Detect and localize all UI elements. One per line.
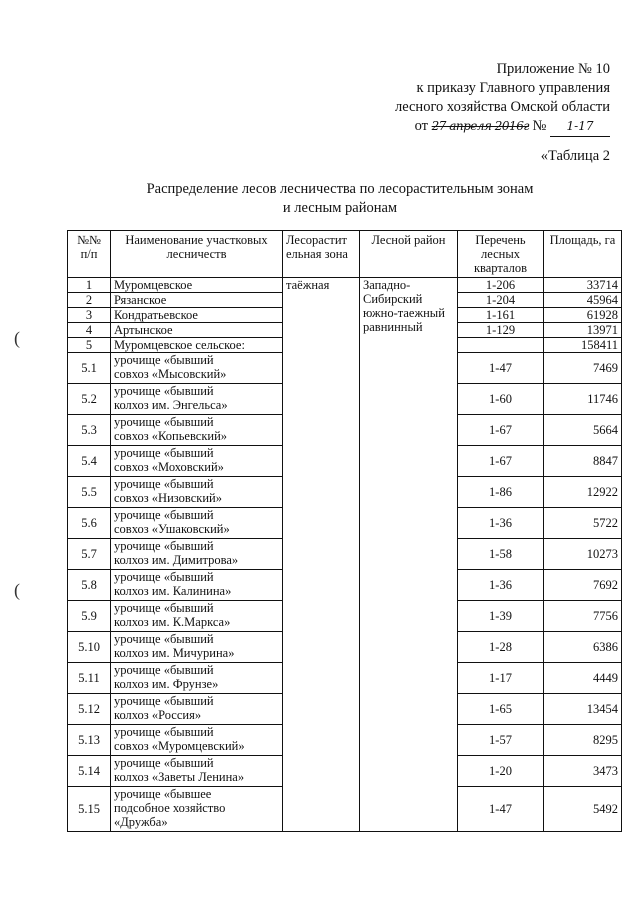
row-name-line: колхоз им. Фрунзе» bbox=[114, 677, 219, 691]
row-quarters: 1-57 bbox=[458, 725, 544, 756]
row-quarters: 1-65 bbox=[458, 694, 544, 725]
row-quarters: 1-161 bbox=[458, 308, 544, 323]
forest-distribution-table bbox=[67, 230, 622, 832]
row-area: 45964 bbox=[544, 293, 622, 308]
row-name bbox=[111, 756, 283, 787]
row-name-line: урочище «бывший bbox=[114, 415, 214, 429]
row-name-line: колхоз им. Калинина» bbox=[114, 584, 232, 598]
row-name-line: колхоз «Россия» bbox=[114, 708, 202, 722]
row-name-line: урочище «бывший bbox=[114, 756, 214, 770]
row-num: 2 bbox=[68, 293, 111, 308]
row-num: 5.3 bbox=[68, 415, 111, 446]
row-area: 7469 bbox=[544, 353, 622, 384]
row-area: 158411 bbox=[544, 338, 622, 353]
row-quarters: 1-58 bbox=[458, 539, 544, 570]
row-name: Кондратьевское bbox=[111, 308, 283, 323]
row-name-line: совхоз «Муромцевский» bbox=[114, 739, 245, 753]
margin-mark: ( bbox=[14, 328, 20, 348]
row-name bbox=[111, 787, 283, 832]
row-num: 4 bbox=[68, 323, 111, 338]
row-name bbox=[111, 601, 283, 632]
row-name: Артынское bbox=[111, 323, 283, 338]
row-quarters bbox=[458, 338, 544, 353]
row-quarters: 1-17 bbox=[458, 663, 544, 694]
order-prefix: от bbox=[414, 118, 429, 134]
row-area: 10273 bbox=[544, 539, 622, 570]
row-area: 13971 bbox=[544, 323, 622, 338]
row-area: 5492 bbox=[544, 787, 622, 832]
row-num: 5.6 bbox=[68, 508, 111, 539]
row-num: 5.15 bbox=[68, 787, 111, 832]
row-name-line: урочище «бывший bbox=[114, 384, 214, 398]
row-name-line: колхоз им. Димитрова» bbox=[114, 553, 239, 567]
row-num: 5.8 bbox=[68, 570, 111, 601]
row-quarters: 1-36 bbox=[458, 570, 544, 601]
header-region: Лесной район bbox=[360, 231, 458, 278]
row-area: 33714 bbox=[544, 278, 622, 293]
row-name-line: урочище «бывший bbox=[114, 694, 214, 708]
row-name bbox=[111, 508, 283, 539]
order-reference: к приказу Главного управления bbox=[416, 80, 610, 96]
row-area: 5664 bbox=[544, 415, 622, 446]
row-name-line: урочище «бывший bbox=[114, 477, 214, 491]
row-name-line: урочище «бывший bbox=[114, 725, 214, 739]
row-area: 5722 bbox=[544, 508, 622, 539]
row-name bbox=[111, 694, 283, 725]
row-quarters: 1-47 bbox=[458, 353, 544, 384]
row-area: 6386 bbox=[544, 632, 622, 663]
row-num: 5.5 bbox=[68, 477, 111, 508]
row-quarters: 1-47 bbox=[458, 787, 544, 832]
row-num: 1 bbox=[68, 278, 111, 293]
authority-name: лесного хозяйства Омской области bbox=[394, 99, 610, 115]
row-name-line: урочище «бывший bbox=[114, 508, 214, 522]
row-name bbox=[111, 384, 283, 415]
row-name-line: подсобное хозяйство bbox=[114, 801, 226, 815]
row-num: 5.2 bbox=[68, 384, 111, 415]
appendix-label: Приложение № 10 bbox=[496, 61, 610, 77]
row-area: 61928 bbox=[544, 308, 622, 323]
row-name bbox=[111, 353, 283, 384]
header-name: Наименование участковых лесничеств bbox=[111, 231, 283, 278]
header-zone: Лесорастит ельная зона bbox=[283, 231, 360, 278]
row-quarters: 1-20 bbox=[458, 756, 544, 787]
document-header bbox=[395, 60, 610, 137]
order-number-sign: № bbox=[532, 118, 547, 134]
row-quarters: 1-206 bbox=[458, 278, 544, 293]
margin-mark: ( bbox=[14, 580, 20, 600]
row-quarters: 1-67 bbox=[458, 446, 544, 477]
row-name-line: урочище «бывший bbox=[114, 539, 214, 553]
row-num: 5.7 bbox=[68, 539, 111, 570]
row-name bbox=[111, 663, 283, 694]
row-quarters: 1-39 bbox=[458, 601, 544, 632]
row-name bbox=[111, 446, 283, 477]
row-name-line: «Дружба» bbox=[114, 815, 168, 829]
row-name-line: урочище «бывший bbox=[114, 632, 214, 646]
title-line-2: и лесным районам bbox=[282, 200, 398, 216]
row-name-line: урочище «бывший bbox=[114, 663, 214, 677]
row-name-line: урочище «бывшее bbox=[114, 787, 212, 801]
row-area: 3473 bbox=[544, 756, 622, 787]
row-area: 12922 bbox=[544, 477, 622, 508]
row-num: 5.13 bbox=[68, 725, 111, 756]
row-name-line: совхоз «Копьевский» bbox=[114, 429, 228, 443]
row-name-line: колхоз им. К.Маркса» bbox=[114, 615, 231, 629]
row-quarters: 1-86 bbox=[458, 477, 544, 508]
row-num: 5.11 bbox=[68, 663, 111, 694]
order-number-handwritten: 1-17 bbox=[550, 117, 610, 137]
header-area: Площадь, га bbox=[544, 231, 622, 278]
row-name: Рязанское bbox=[111, 293, 283, 308]
row-name-line: урочище «бывший bbox=[114, 570, 214, 584]
row-num: 5 bbox=[68, 338, 111, 353]
row-name bbox=[111, 632, 283, 663]
row-quarters: 1-60 bbox=[458, 384, 544, 415]
row-area: 4449 bbox=[544, 663, 622, 694]
row-num: 3 bbox=[68, 308, 111, 323]
row-area: 11746 bbox=[544, 384, 622, 415]
row-name bbox=[111, 570, 283, 601]
row-quarters: 1-67 bbox=[458, 415, 544, 446]
row-name-line: урочище «бывший bbox=[114, 601, 214, 615]
row-num: 5.14 bbox=[68, 756, 111, 787]
zone-cell: таёжная bbox=[283, 278, 360, 832]
row-area: 7756 bbox=[544, 601, 622, 632]
row-num: 5.1 bbox=[68, 353, 111, 384]
row-name-line: урочище «бывший bbox=[114, 353, 214, 367]
row-name bbox=[111, 539, 283, 570]
row-name-line: колхоз им. Энгельса» bbox=[114, 398, 228, 412]
header-quarters: Перечень лесных кварталов bbox=[458, 231, 544, 278]
row-num: 5.10 bbox=[68, 632, 111, 663]
row-name: Муромцевское сельское: bbox=[111, 338, 283, 353]
row-name-line: совхоз «Мысовский» bbox=[114, 367, 227, 381]
table-row bbox=[68, 278, 622, 293]
row-quarters: 1-36 bbox=[458, 508, 544, 539]
row-name bbox=[111, 415, 283, 446]
row-name-line: совхоз «Ушаковский» bbox=[114, 522, 230, 536]
table-label: «Таблица 2 bbox=[540, 148, 610, 164]
row-name-line: урочище «бывший bbox=[114, 446, 214, 460]
row-quarters: 1-129 bbox=[458, 323, 544, 338]
row-name: Муромцевское bbox=[111, 278, 283, 293]
row-num: 5.12 bbox=[68, 694, 111, 725]
order-date-line bbox=[395, 117, 610, 137]
document-title bbox=[100, 180, 580, 218]
row-name-line: совхоз «Низовский» bbox=[114, 491, 222, 505]
row-num: 5.9 bbox=[68, 601, 111, 632]
row-area: 8295 bbox=[544, 725, 622, 756]
table-header-row bbox=[68, 231, 622, 278]
row-name bbox=[111, 725, 283, 756]
region-cell: Западно-Сибирский южно-таежный равнинный bbox=[360, 278, 458, 832]
order-date-handwritten: 27 апреля 2016г bbox=[431, 119, 529, 133]
title-line-1: Распределение лесов лесничества по лесорастительным зонам bbox=[146, 181, 534, 197]
row-name bbox=[111, 477, 283, 508]
row-quarters: 1-28 bbox=[458, 632, 544, 663]
row-area: 8847 bbox=[544, 446, 622, 477]
row-quarters: 1-204 bbox=[458, 293, 544, 308]
row-name-line: совхоз «Моховский» bbox=[114, 460, 224, 474]
row-name-line: колхоз им. Мичурина» bbox=[114, 646, 235, 660]
row-num: 5.4 bbox=[68, 446, 111, 477]
row-area: 13454 bbox=[544, 694, 622, 725]
row-area: 7692 bbox=[544, 570, 622, 601]
header-num: №№ п/п bbox=[68, 231, 111, 278]
row-name-line: колхоз «Заветы Ленина» bbox=[114, 770, 245, 784]
